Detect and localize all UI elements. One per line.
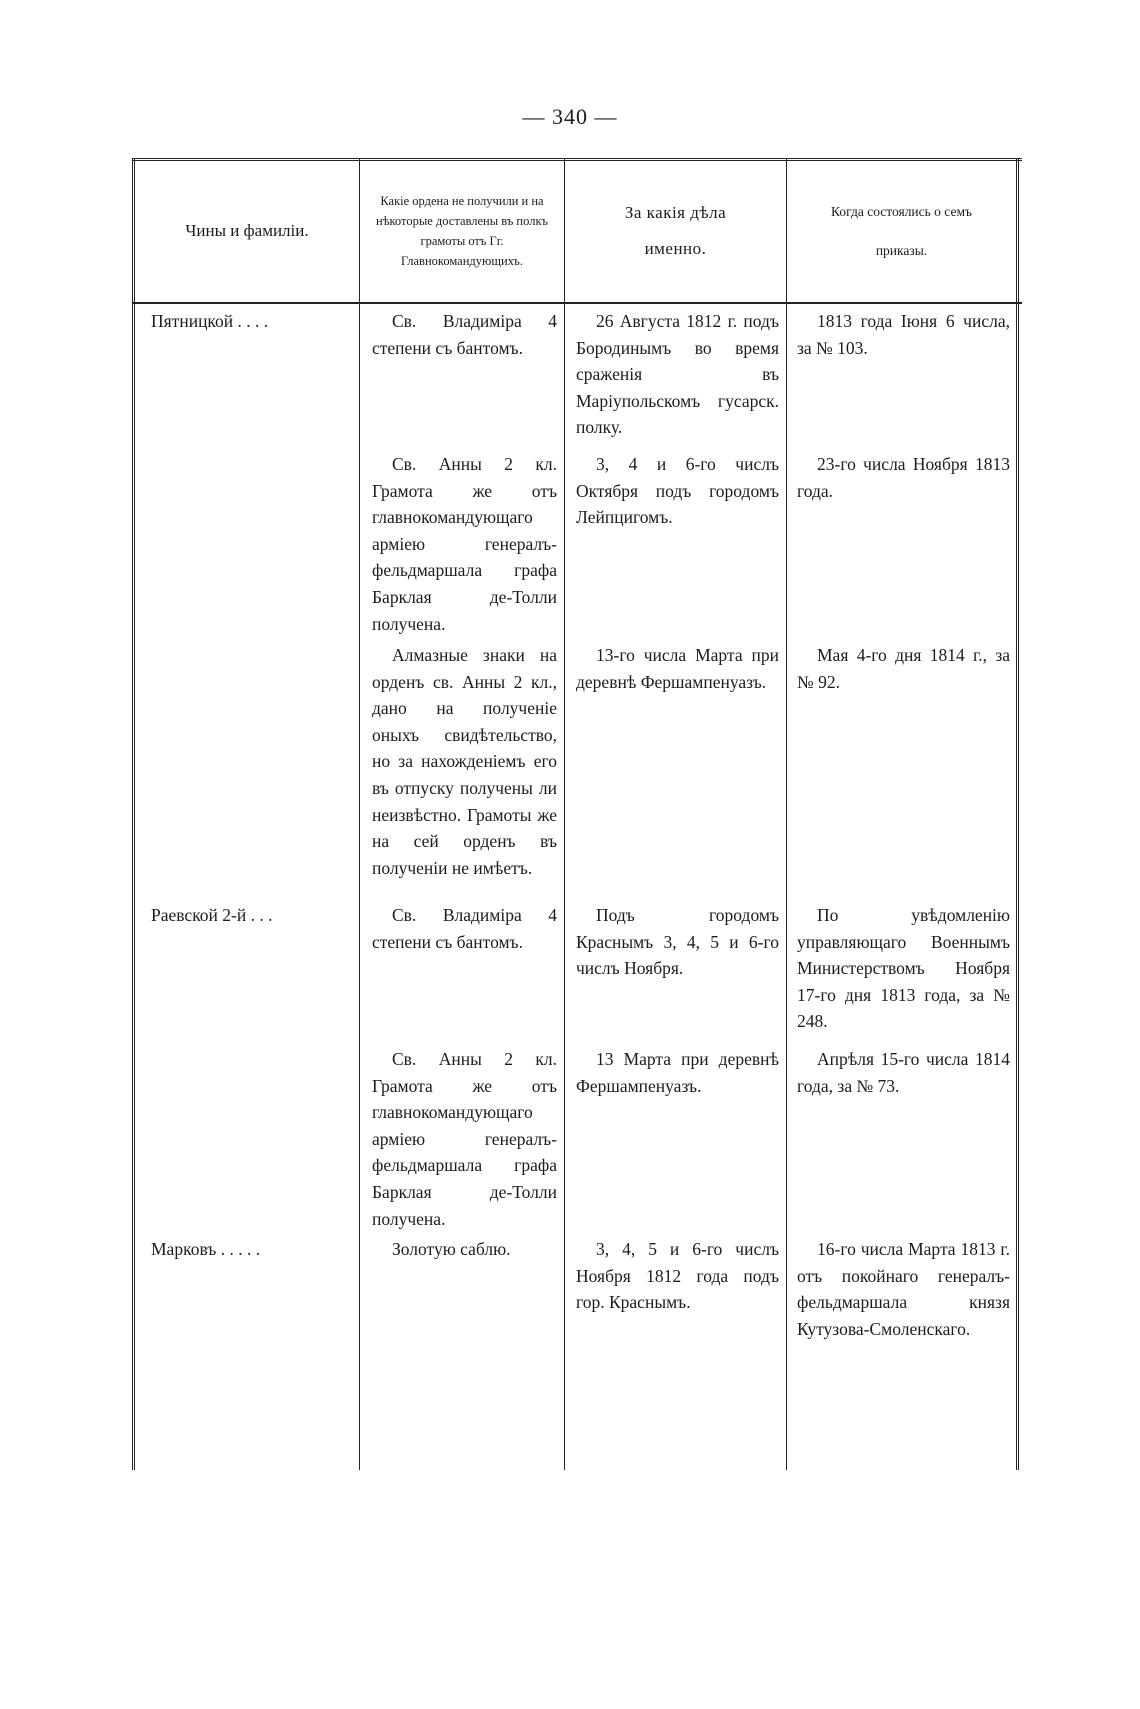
deed-cell: 13-го числа Марта при деревнѣ Фершампенуазъ.	[576, 645, 779, 692]
header-orders-date: Когда состоялись о семъ приказы.	[831, 203, 972, 258]
deed-cell: Подъ городомъ Краснымъ 3, 4, 5 и 6-го числъ Ноября.	[576, 905, 779, 979]
date-cell: Апрѣля 15-го числа 1814 года, за № 73.	[797, 1049, 1010, 1096]
column-divider	[786, 158, 787, 1470]
deed-cell: 3, 4, 5 и 6-го числъ Ноября 1812 года подъ гор. Краснымъ.	[576, 1239, 779, 1313]
date-cell: 23-го числа Ноября 1813 года.	[797, 454, 1010, 501]
header-deeds: За какія дѣла именно.	[624, 203, 727, 258]
order-cell: Алмазные знаки на орденъ св. Анны 2 кл., дано на полученіе оныхъ свидѣтельство, но за нахожденіемъ его въ отпуску получены ли неизвѣстно. Грамоты же на сей орденъ въ полученіи не имѣетъ.	[372, 645, 557, 878]
date-cell: По увѣдомленію управляющаго Военнымъ Министерствомъ Ноября 17-го дня 1813 года, за № 248.	[797, 905, 1010, 1032]
order-cell: Св. Анны 2 кл. Грамота же отъ главнокомандующаго арміею генералъ-фельдмаршала графа Барклая де-Толли получена.	[372, 454, 557, 634]
deed-cell: 26 Августа 1812 г. подъ Бородинымъ во время сраженія въ Маріупольскомъ гусарск. полку.	[576, 311, 779, 438]
date-cell: 16-го числа Марта 1813 г. отъ покойнаго генералъ-фельдмаршала князя Кутузова-Смоленскаго.	[797, 1239, 1010, 1339]
header-bottom-rule	[132, 302, 1022, 304]
order-cell: Золотую саблю.	[392, 1239, 511, 1259]
rank-name: Марковъ . . . . .	[151, 1239, 261, 1259]
date-cell: Мая 4-го дня 1814 г., за № 92.	[797, 645, 1010, 692]
order-cell: Св. Владиміра 4 степени съ бантомъ.	[372, 311, 557, 358]
order-cell: Св. Анны 2 кл. Грамота же отъ главнокомандующаго арміею генералъ-фельдмаршала графа Барклая де-Толли получена.	[372, 1049, 557, 1229]
order-cell: Св. Владиміра 4 степени съ бантомъ.	[372, 905, 557, 952]
right-border	[1016, 158, 1019, 1470]
column-divider	[359, 158, 360, 1470]
date-cell: 1813 года Іюня 6 числа, за № 103.	[797, 311, 1010, 358]
orders-table	[132, 158, 1022, 1470]
table-top-rule	[132, 158, 1022, 161]
deed-cell: 13 Марта при деревнѣ Фершампенуазъ.	[576, 1049, 779, 1096]
header-ranks-names: Чины и фамиліи.	[185, 221, 309, 240]
deed-cell: 3, 4 и 6-го числъ Октября подъ городомъ Лейпцигомъ.	[576, 454, 779, 528]
left-border	[132, 158, 135, 1470]
header-orders: Какіе ордена не получили и на нѣкоторые доставлены въ полкъ грамоты отъ Гг. Главнокомандующихъ.	[376, 194, 548, 268]
page-number: — 340 —	[522, 104, 618, 129]
column-divider	[564, 158, 565, 1470]
rank-name: Раевской 2-й . . .	[151, 905, 273, 925]
rank-name: Пятницкой . . . .	[151, 311, 269, 331]
